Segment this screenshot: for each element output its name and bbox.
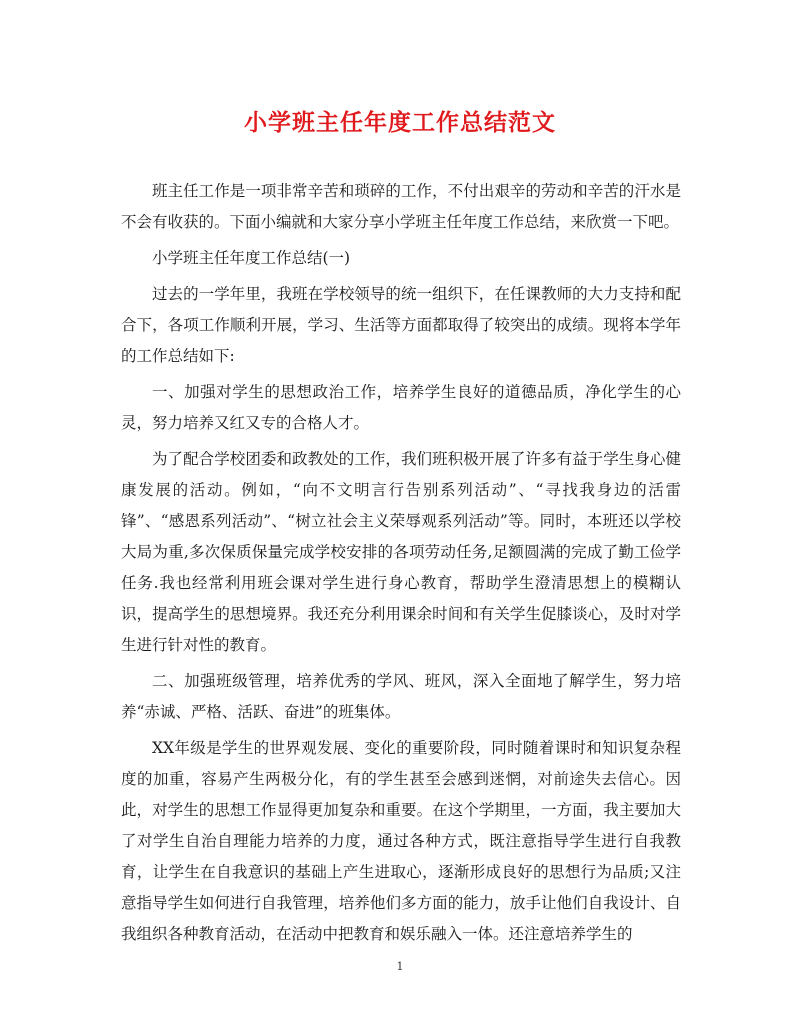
paragraph: 一、加强对学生的思想政治工作，培养学生良好的道德品质，净化学生的心灵，努力培养又红又专的合格人才。 (121, 383, 681, 432)
paragraph-intro: 班主任工作是一项非常辛苦和琐碎的工作，不付出艰辛的劳动和辛苦的汗水是不会有收获的。下面小编就和大家分享小学班主任年度工作总结，来欣赏一下吧。 (121, 182, 681, 231)
paragraph: 为了配合学校团委和政教处的工作，我们班积极开展了许多有益于学生身心健康发展的活动。例如，“向不文明言行告别系列活动”、“寻找我身边的活雷锋”、“感恩系列活动”、“树立社会主义荣辱观系列活动”等。同时，本班还以学校大局为重,多次保质保量完成学校安排的各项劳动任务,足额圆满的完成了勤工俭学任务.我也经常利用班会课对学生进行身心教育，帮助学生澄清思想上的模糊认识，提高学生的思想境界。我还充分利用课余时间和有关学生促膝谈心，及时对学生进行针对性的教育。 (121, 450, 681, 654)
paragraph: XX年级是学生的世界观发展、变化的重要阶段，同时随着课时和知识复杂程度的加重，容易产生两极分化，有的学生甚至会感到迷惘，对前途失去信心。因此，对学生的思想工作显得更加复杂和重要。在这个学期里，一方面，我主要加大了对学生自治自理能力培养的力度，通过各种方式，既注意指导学生进行自我教育，让学生在自我意识的基础上产生进取心，逐渐形成良好的思想行为品质;又注意指导学生如何进行自我管理，培养他们多方面的能力，放手让他们自我设计、自我组织各种教育活动，在活动中把教育和娱乐融入一体。还注意培养学生的 (121, 739, 681, 943)
paragraph: 二、加强班级管理，培养优秀的学风、班风，深入全面地了解学生，努力培养“赤诚、严格、活跃、奋进”的班集体。 (121, 672, 681, 721)
page-number: 1 (396, 960, 404, 973)
section-heading: 小学班主任年度工作总结(一) (152, 249, 351, 267)
paragraph: 过去的一学年里，我班在学校领导的统一组织下，在任课教师的大力支持和配合下，各项工作顺利开展，学习、生活等方面都取得了较突出的成绩。现将本学年的工作总结如下: (121, 285, 681, 365)
document-body (121, 176, 681, 955)
document-title: 小学班主任年度工作总结范文 (244, 109, 556, 136)
